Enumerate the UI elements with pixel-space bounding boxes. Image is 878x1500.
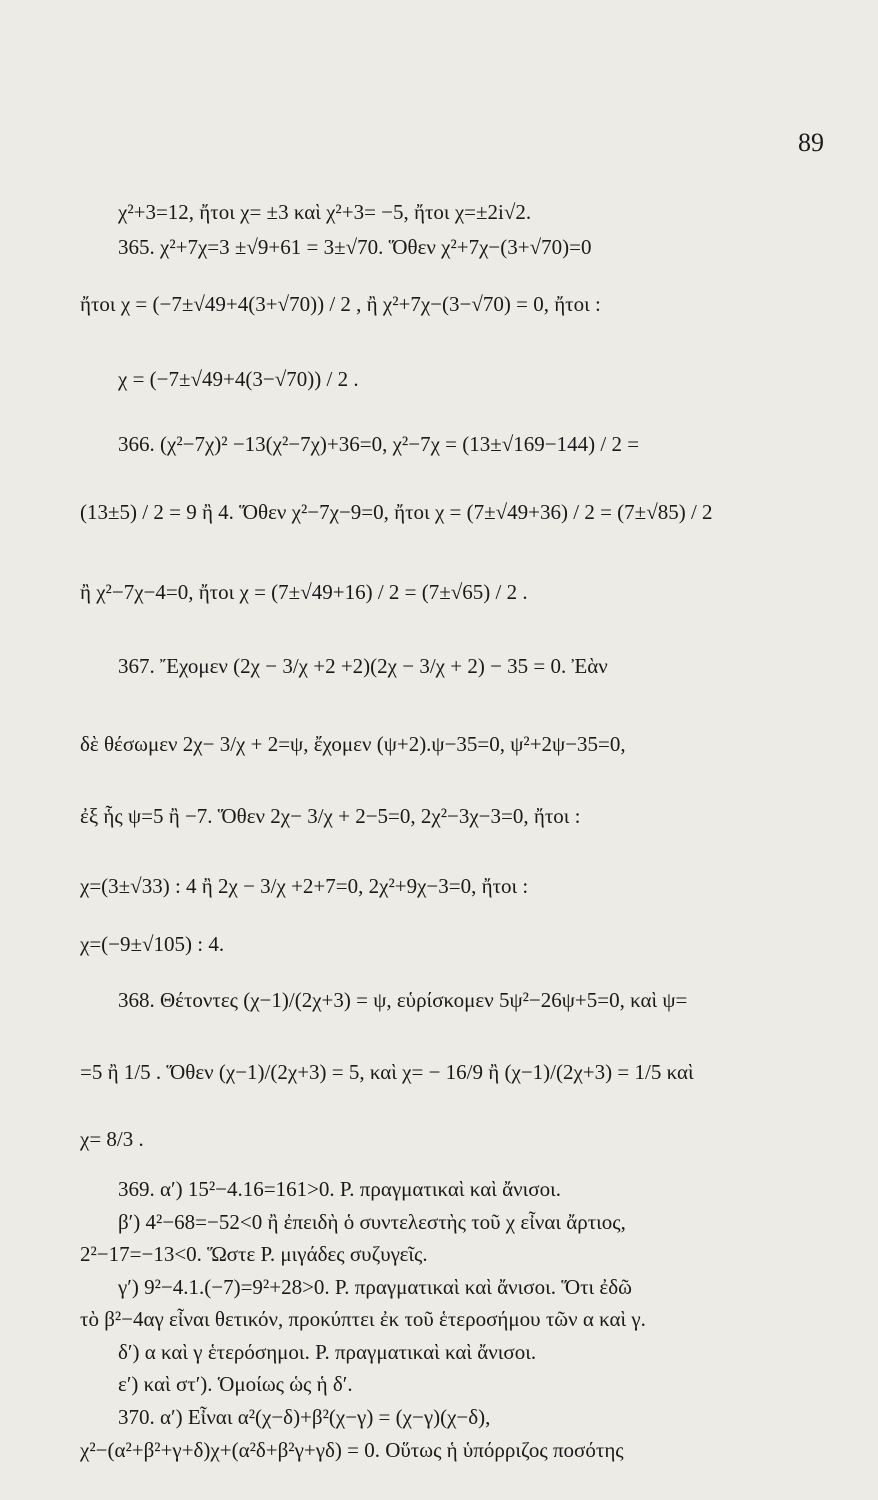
text-line: δ′) α καὶ γ ἑτερόσημοι. Ρ. πραγματικαὶ καὶ ἄνισοι. bbox=[118, 1340, 537, 1364]
text-line: χ²+3=12, ἤτοι χ= ±3 καὶ χ²+3= −5, ἤτοι χ=±2i√2. bbox=[118, 200, 532, 224]
text-line: γ′) 9²−4.1.(−7)=9²+28>0. Ρ. πραγματικαὶ καὶ ἄνισοι. Ὅτι ἐδῶ bbox=[118, 1275, 632, 1299]
text-line: τὸ β²−4αγ εἶναι θετικόν, προκύπτει ἐκ τοῦ ἑτεροσήμου τῶν α καὶ γ. bbox=[80, 1307, 646, 1331]
text-line: χ=(3±√33) : 4 ἢ 2χ − 3/χ +2+7=0, 2χ²+9χ−3=0, ἤτοι : bbox=[80, 874, 529, 898]
text-line: χ= 8/3 . bbox=[80, 1127, 144, 1151]
text-line: ἢ χ²−7χ−4=0, ἤτοι χ = (7±√49+16) / 2 = (7±√65) / 2 . bbox=[80, 580, 528, 604]
text-line: 2²−17=−13<0. Ὥστε Ρ. μιγάδες συζυγεῖς. bbox=[80, 1242, 428, 1266]
problem-369-line: 369. α′) 15²−4.16=161>0. Ρ. πραγματικαὶ καὶ ἄνισοι. bbox=[118, 1177, 561, 1201]
text-line: χ²−(α²+β²+γ+δ)χ+(α²δ+β²γ+γδ) = 0. Οὕτως ἡ ὑπόρριζος ποσότης bbox=[80, 1438, 624, 1462]
problem-366-line: 366. (χ²−7χ)² −13(χ²−7χ)+36=0, χ²−7χ = (13±√169−144) / 2 = bbox=[118, 432, 640, 456]
text-line: =5 ἢ 1/5 . Ὅθεν (χ−1)/(2χ+3) = 5, καὶ χ= − 16/9 ἢ (χ−1)/(2χ+3) = 1/5 καὶ bbox=[80, 1060, 694, 1084]
page-number: 89 bbox=[798, 128, 824, 157]
text-line: ἤτοι χ = (−7±√49+4(3+√70)) / 2 , ἢ χ²+7χ−(3−√70) = 0, ἤτοι : bbox=[80, 292, 601, 316]
text-line: δὲ θέσωμεν 2χ− 3/χ + 2=ψ, ἔχομεν (ψ+2).ψ−35=0, ψ²+2ψ−35=0, bbox=[80, 732, 626, 756]
text-line: ε′) καὶ στ′). Ὁμοίως ὡς ἡ δ′. bbox=[118, 1372, 353, 1396]
problem-370-line: 370. α′) Εἶναι α²(χ−δ)+β²(χ−γ) = (χ−γ)(χ−δ), bbox=[118, 1405, 491, 1429]
problem-365-line: 365. χ²+7χ=3 ±√9+61 = 3±√70. Ὅθεν χ²+7χ−(3+√70)=0 bbox=[118, 235, 592, 259]
problem-367-line: 367. Ἔχομεν (2χ − 3/χ +2 +2)(2χ − 3/χ + 2) − 35 = 0. Ἐὰν bbox=[118, 654, 608, 678]
text-line: ἐξ ἧς ψ=5 ἢ −7. Ὅθεν 2χ− 3/χ + 2−5=0, 2χ²−3χ−3=0, ἤτοι : bbox=[80, 804, 581, 828]
text-line: χ=(−9±√105) : 4. bbox=[80, 932, 225, 956]
text-line: χ = (−7±√49+4(3−√70)) / 2 . bbox=[118, 367, 359, 391]
text-line: (13±5) / 2 = 9 ἢ 4. Ὅθεν χ²−7χ−9=0, ἤτοι χ = (7±√49+36) / 2 = (7±√85) / 2 bbox=[80, 500, 713, 524]
problem-368-line: 368. Θέτοντες (χ−1)/(2χ+3) = ψ, εὑρίσκομεν 5ψ²−26ψ+5=0, καὶ ψ= bbox=[118, 988, 688, 1012]
text-line: β′) 4²−68=−52<0 ἢ ἐπειδὴ ὁ συντελεστὴς τοῦ χ εἶναι ἄρτιος, bbox=[118, 1210, 626, 1234]
